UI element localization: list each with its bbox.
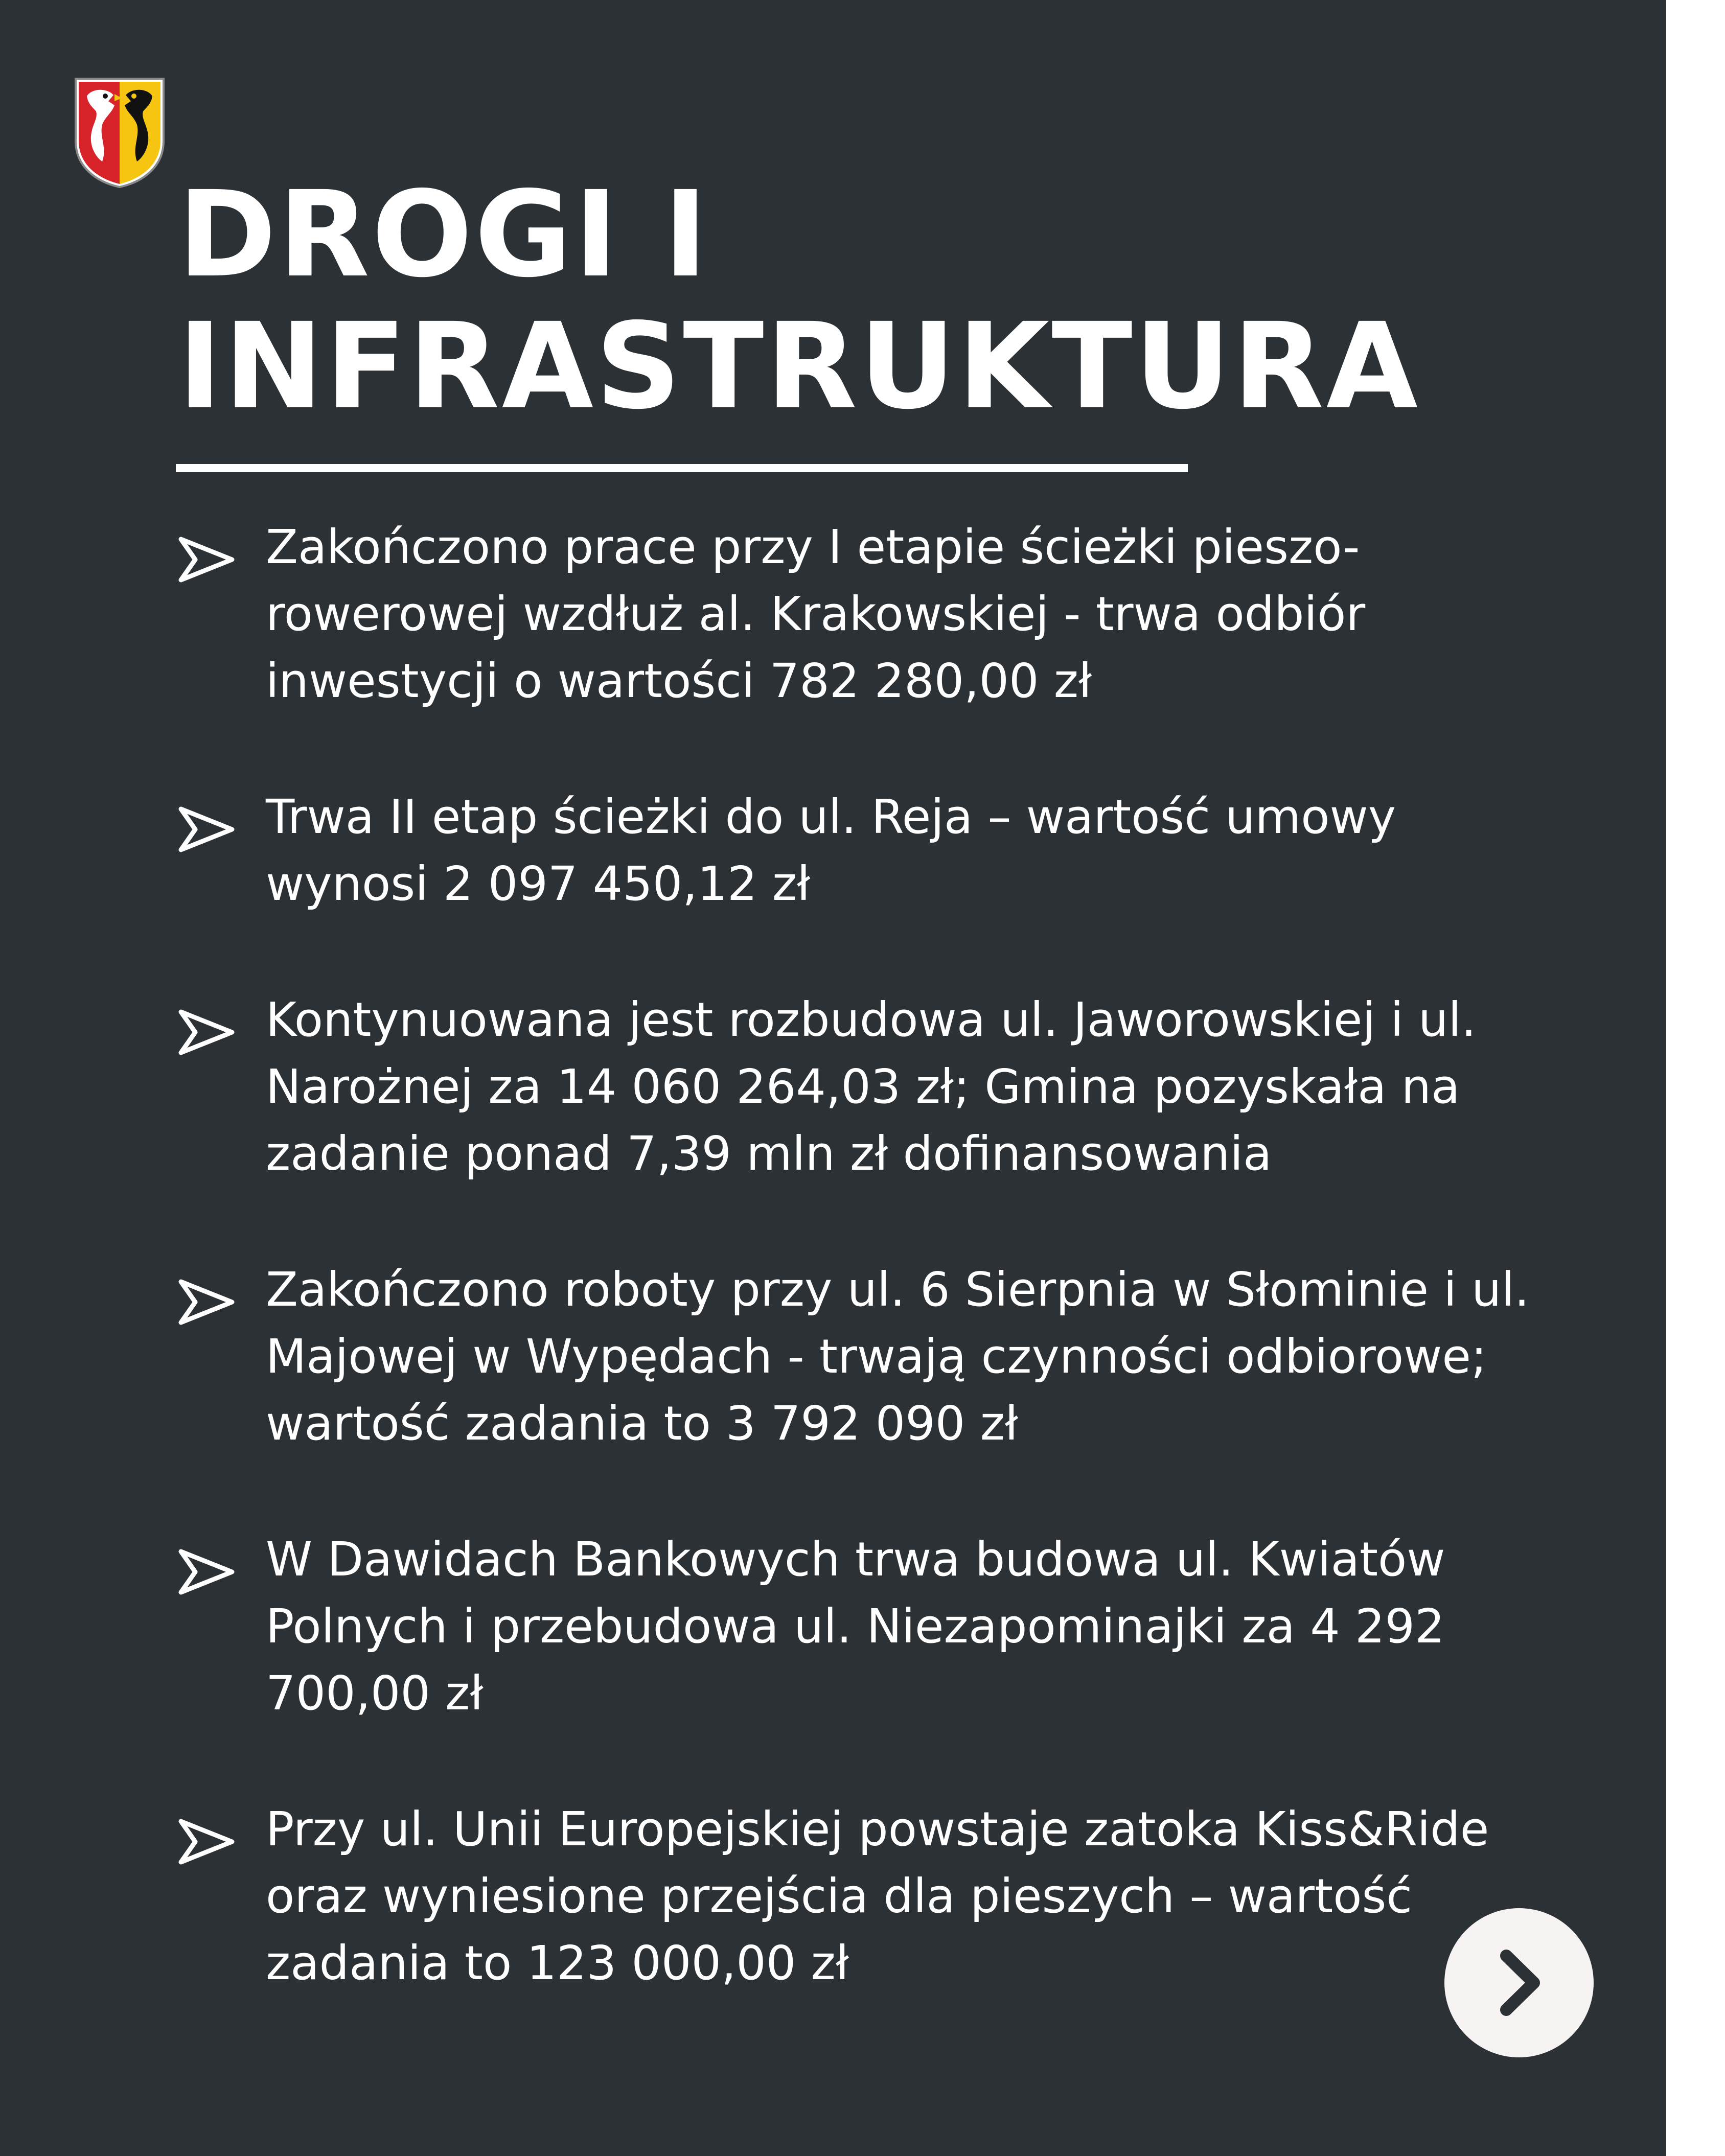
item-text: Zakończono roboty przy ul. 6 Sierpnia w Słominie i ul. Majowej w Wypędach - trwają czynności odbiorowe; wartość zadania to 3 792 090 zł	[266, 1262, 1530, 1451]
item-text: Trwa II etap ścieżki do ul. Reja – wartość umowy wynosi 2 097 450,12 zł	[266, 790, 1396, 911]
list-item	[178, 1256, 1532, 1457]
items-list	[178, 514, 1532, 2066]
arrow-right-outline-icon	[178, 805, 235, 854]
item-text: Zakończono prace przy I etapie ścieżki pieszo-rowerowej wzdłuż al. Krakowskiej - trwa odbiór inwestycji o wartości 782 280,00 zł	[266, 520, 1366, 708]
page-title	[178, 166, 1420, 435]
arrow-right-outline-icon	[178, 1008, 235, 1057]
item-text: Przy ul. Unii Europejskiej powstaje zatoka Kiss&Ride oraz wyniesione przejścia dla pieszych – wartość zadania to 123 000,00 zł	[266, 1802, 1489, 1990]
arrow-right-outline-icon	[178, 1547, 235, 1596]
list-item	[178, 783, 1532, 917]
item-text: W Dawidach Bankowych trwa budowa ul. Kwiatów Polnych i przebudowa ul. Niezapominajki za 4 292 700,00 zł	[266, 1532, 1445, 1721]
title-divider	[176, 464, 1188, 472]
list-item	[178, 986, 1532, 1187]
arrow-right-outline-icon	[178, 1278, 235, 1327]
list-item	[178, 514, 1532, 714]
chevron-right-icon	[1481, 1944, 1557, 2021]
list-item	[178, 1796, 1532, 1997]
item-text: Kontynuowana jest rozbudowa ul. Jaworowskiej i ul. Narożnej za 14 060 264,03 zł; Gmina pozyskała na zadanie ponad 7,39 mln zł dofinansowania	[266, 992, 1477, 1181]
title-line-1: DROGI I	[178, 166, 710, 304]
next-button[interactable]	[1444, 1908, 1594, 2057]
list-item	[178, 1526, 1532, 1727]
arrow-right-outline-icon	[178, 535, 235, 584]
title-line-2: INFRASTRUKTURA	[178, 297, 1420, 435]
coat-of-arms-icon	[72, 76, 168, 189]
arrow-right-outline-icon	[178, 1817, 235, 1866]
